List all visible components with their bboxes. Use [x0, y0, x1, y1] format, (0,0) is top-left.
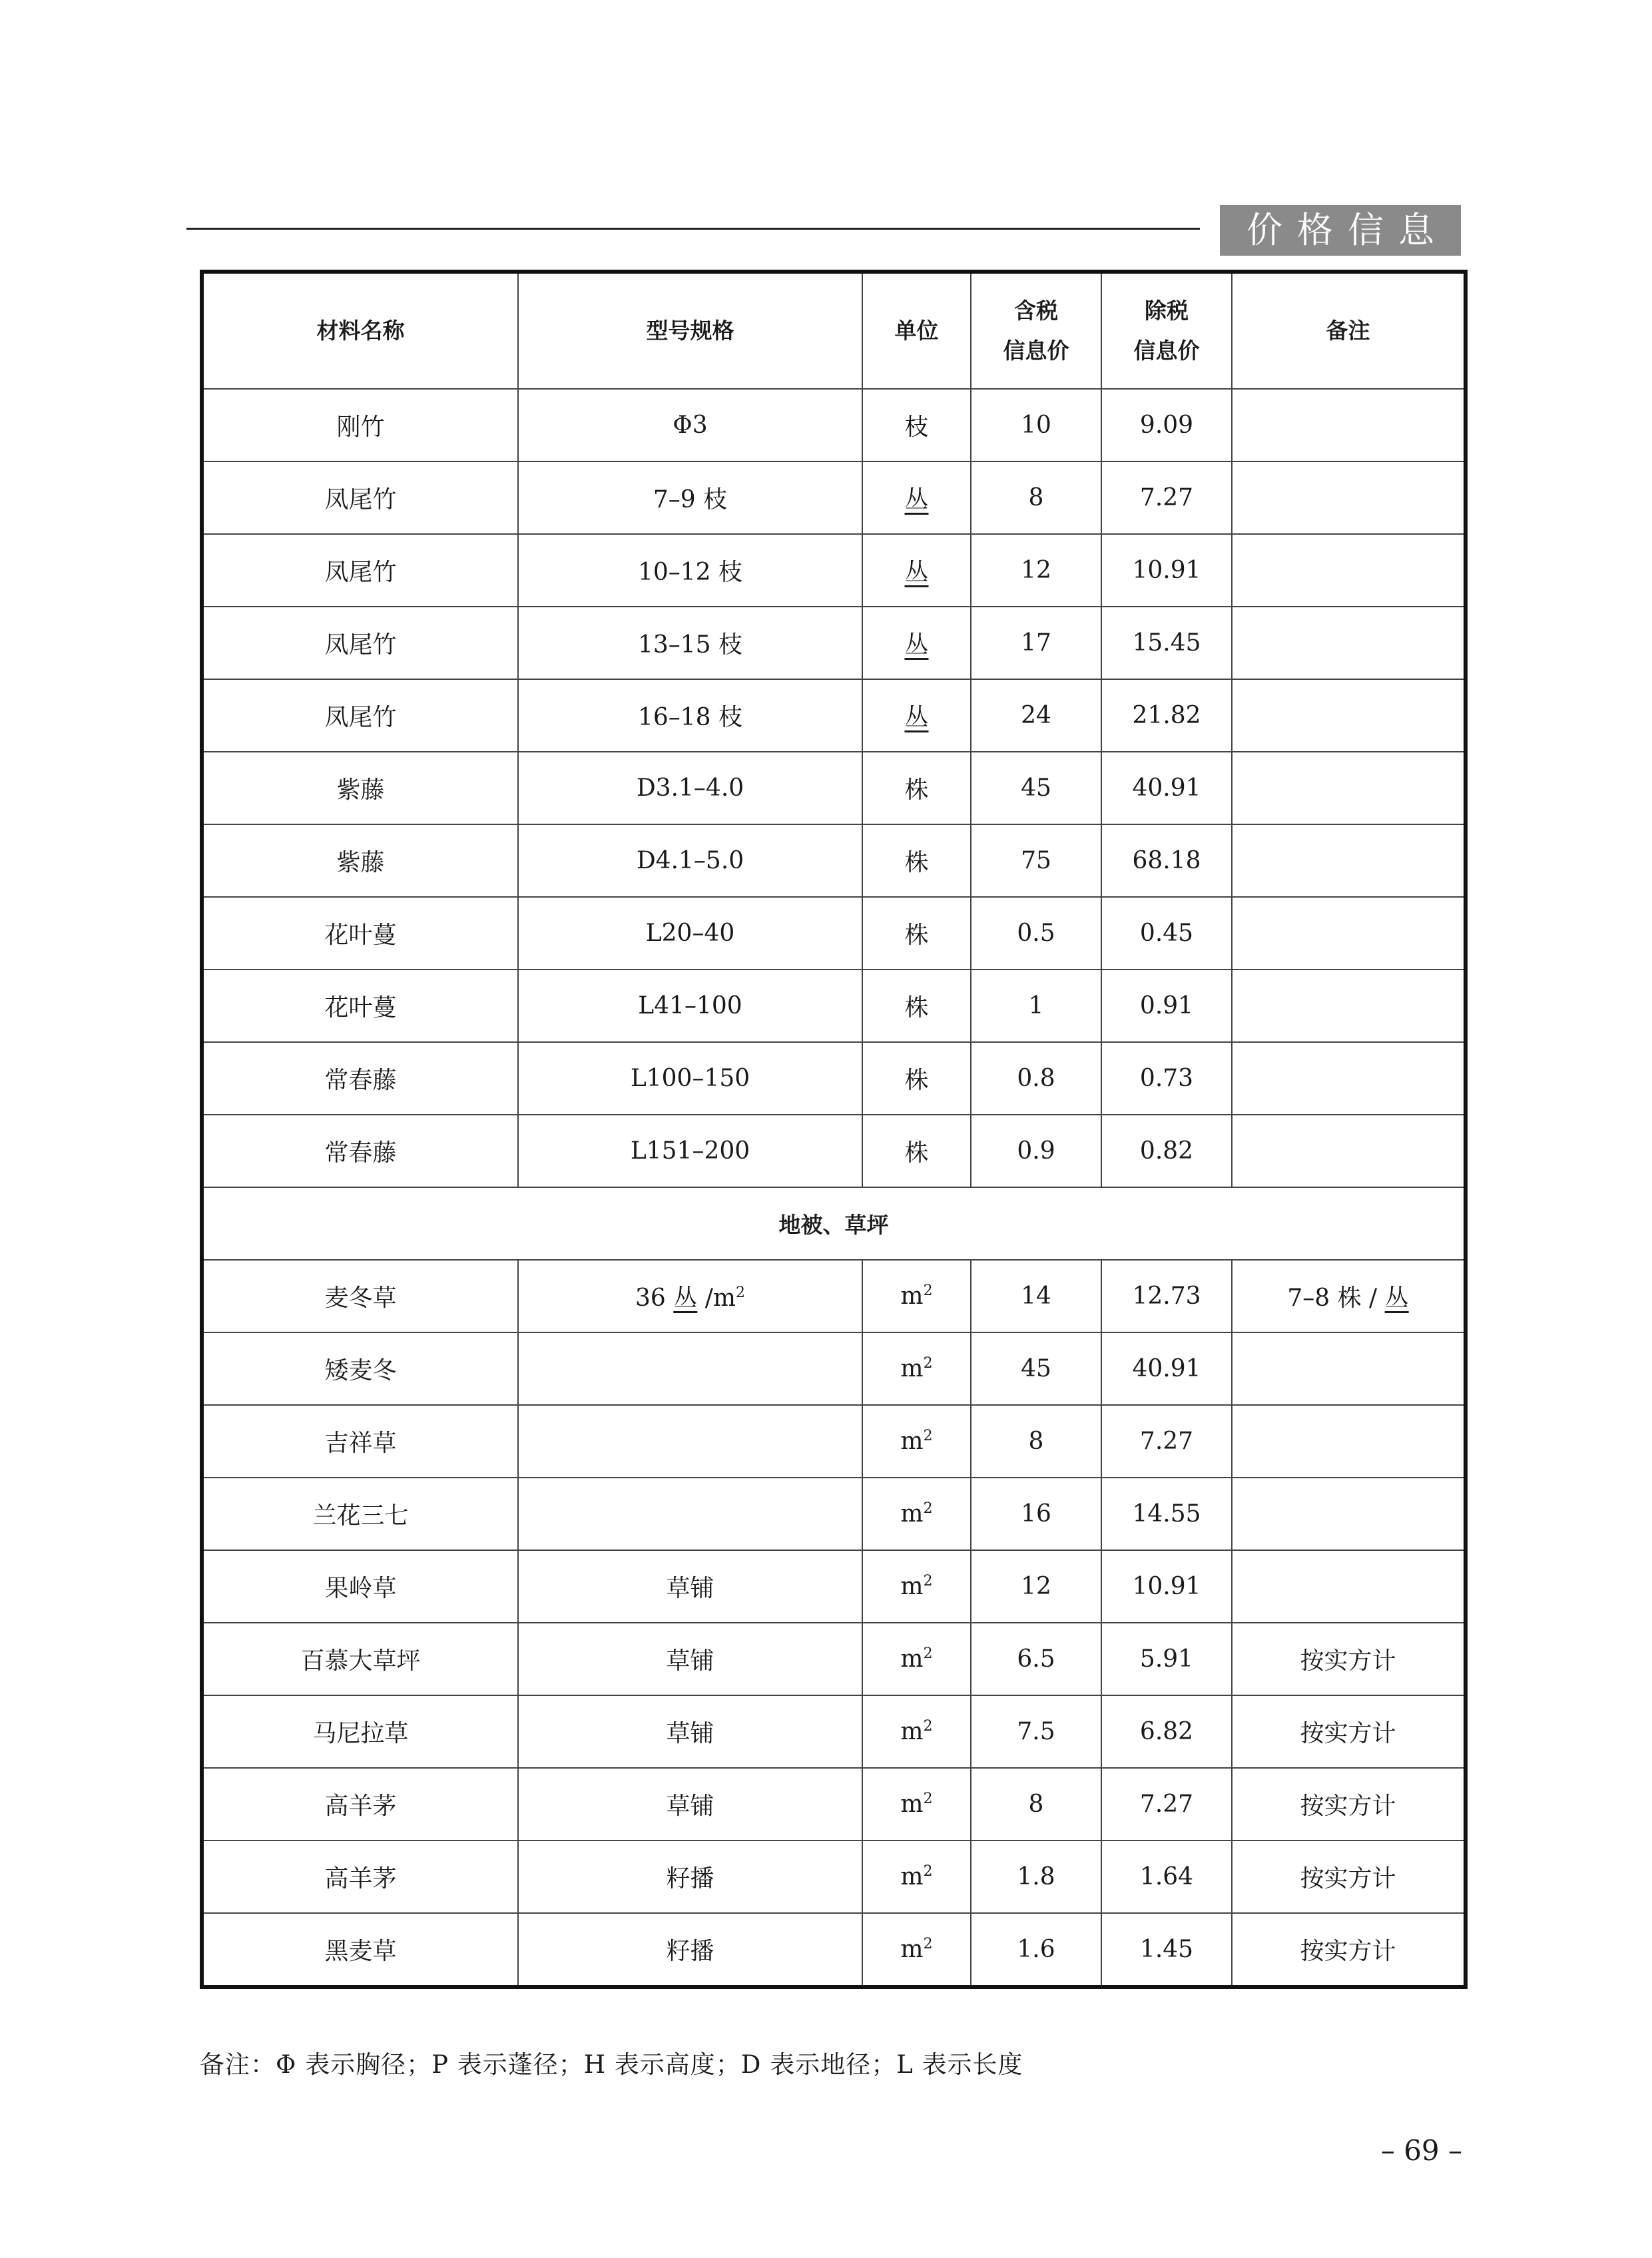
unit-cell: 株: [862, 824, 971, 897]
spec-cell: 草铺: [518, 1550, 862, 1623]
note-cell: [1232, 1478, 1466, 1550]
unit-cell: $m^2$: [862, 1478, 971, 1550]
note-cell: [1232, 1332, 1466, 1405]
note-cell: [1232, 970, 1466, 1042]
notax-price-cell: 15.45: [1101, 607, 1232, 679]
material-name-cell: 花叶蔓: [202, 970, 518, 1042]
note-cell: [1232, 897, 1466, 970]
note-cell: 7–8 株 / 丛: [1232, 1260, 1466, 1332]
material-name-cell: 兰花三七: [202, 1478, 518, 1550]
tax-price-cell: 0.5: [971, 897, 1101, 970]
spec-cell: 籽播: [518, 1840, 862, 1913]
col-tax-price-header: 含税 信息价: [971, 272, 1101, 389]
header-rule: [186, 228, 1200, 230]
material-name-cell: 紫藤: [202, 752, 518, 824]
notax-price-cell: 1.45: [1101, 1913, 1232, 1987]
spec-cell: 10–12 枝: [518, 534, 862, 607]
tax-price-cell: 0.8: [971, 1042, 1101, 1115]
material-name-cell: 高羊茅: [202, 1768, 518, 1840]
spec-cell: [518, 1405, 862, 1478]
footnote: 备注：Φ 表示胸径；P 表示蓬径；H 表示高度；D 表示地径；L 表示长度: [200, 2050, 1023, 2079]
notax-price-cell: 1.64: [1101, 1840, 1232, 1913]
table-row: [202, 1768, 1466, 1840]
unit-cell: 丛: [862, 461, 971, 534]
notax-price-cell: 7.27: [1101, 461, 1232, 534]
note-cell: 按实方计: [1232, 1695, 1466, 1768]
material-name-cell: 凤尾竹: [202, 607, 518, 679]
spec-cell: D4.1–5.0: [518, 824, 862, 897]
material-name-cell: 紫藤: [202, 824, 518, 897]
tax-price-cell: 10: [971, 389, 1101, 461]
material-name-cell: 花叶蔓: [202, 897, 518, 970]
tax-price-cell: 7.5: [971, 1695, 1101, 1768]
col-name-header: 材料名称: [202, 272, 518, 389]
material-name-cell: 百慕大草坪: [202, 1623, 518, 1695]
table-row: [202, 1042, 1466, 1115]
spec-cell: 草铺: [518, 1768, 862, 1840]
material-name-cell: 常春藤: [202, 1042, 518, 1115]
note-cell: 按实方计: [1232, 1840, 1466, 1913]
note-cell: [1232, 461, 1466, 534]
table-row: [202, 461, 1466, 534]
notax-price-cell: 0.45: [1101, 897, 1232, 970]
tax-price-cell: 75: [971, 824, 1101, 897]
table-row: [202, 897, 1466, 970]
tax-price-cell: 45: [971, 752, 1101, 824]
spec-cell: [518, 1332, 862, 1405]
spec-cell: L100–150: [518, 1042, 862, 1115]
spec-cell: 草铺: [518, 1623, 862, 1695]
unit-cell: 株: [862, 897, 971, 970]
material-name-cell: 刚竹: [202, 389, 518, 461]
material-name-cell: 矮麦冬: [202, 1332, 518, 1405]
notax-price-cell: 12.73: [1101, 1260, 1232, 1332]
tax-price-cell: 17: [971, 607, 1101, 679]
note-cell: [1232, 534, 1466, 607]
table-row: [202, 752, 1466, 824]
note-cell: [1232, 607, 1466, 679]
tax-price-cell: 1: [971, 970, 1101, 1042]
notax-price-cell: 0.82: [1101, 1115, 1232, 1187]
unit-cell: 株: [862, 1115, 971, 1187]
material-name-cell: 黑麦草: [202, 1913, 518, 1987]
notax-price-cell: 9.09: [1101, 389, 1232, 461]
note-cell: [1232, 389, 1466, 461]
unit-cell: $m^2$: [862, 1332, 971, 1405]
notax-price-cell: 6.82: [1101, 1695, 1232, 1768]
tax-price-cell: 16: [971, 1478, 1101, 1550]
unit-cell: 丛: [862, 534, 971, 607]
table-row: [202, 607, 1466, 679]
price-table: [200, 270, 1468, 1989]
unit-cell: $m^2$: [862, 1623, 971, 1695]
tax-price-cell: 1.6: [971, 1913, 1101, 1987]
tax-price-cell: 12: [971, 1550, 1101, 1623]
unit-cell: $m^2$: [862, 1840, 971, 1913]
spec-cell: Φ3: [518, 389, 862, 461]
spec-cell: [518, 1478, 862, 1550]
spec-cell: 草铺: [518, 1695, 862, 1768]
col-spec-header: 型号规格: [518, 272, 862, 389]
material-name-cell: 马尼拉草: [202, 1695, 518, 1768]
spec-cell: 7–9 枝: [518, 461, 862, 534]
unit-cell: 株: [862, 1042, 971, 1115]
tax-price-cell: 14: [971, 1260, 1101, 1332]
note-cell: 按实方计: [1232, 1913, 1466, 1987]
table-row: [202, 970, 1466, 1042]
tax-price-cell: 8: [971, 1768, 1101, 1840]
notax-price-cell: 0.73: [1101, 1042, 1232, 1115]
table-row: [202, 534, 1466, 607]
section-header-title: 价格信息: [1220, 205, 1461, 256]
unit-cell: 株: [862, 970, 971, 1042]
material-name-cell: 果岭草: [202, 1550, 518, 1623]
table-row: [202, 389, 1466, 461]
table-row: [202, 1332, 1466, 1405]
material-name-cell: 麦冬草: [202, 1260, 518, 1332]
notax-price-cell: 40.91: [1101, 752, 1232, 824]
spec-cell: L20–40: [518, 897, 862, 970]
section-title: 地被、草坪: [202, 1187, 1466, 1260]
unit-cell: $m^2$: [862, 1260, 971, 1332]
material-name-cell: 凤尾竹: [202, 534, 518, 607]
note-cell: [1232, 824, 1466, 897]
table-body: [202, 389, 1466, 1987]
notax-price-cell: 21.82: [1101, 679, 1232, 752]
spec-cell: 16–18 枝: [518, 679, 862, 752]
note-cell: [1232, 1405, 1466, 1478]
table-row: [202, 1550, 1466, 1623]
unit-cell: 株: [862, 752, 971, 824]
material-name-cell: 凤尾竹: [202, 679, 518, 752]
note-cell: [1232, 679, 1466, 752]
spec-cell: 13–15 枝: [518, 607, 862, 679]
tax-price-cell: 12: [971, 534, 1101, 607]
notax-price-cell: 5.91: [1101, 1623, 1232, 1695]
unit-cell: $m^2$: [862, 1550, 971, 1623]
col-note-header: 备注: [1232, 272, 1466, 389]
notax-price-cell: 68.18: [1101, 824, 1232, 897]
spec-cell: 36 丛 $/m^2$: [518, 1260, 862, 1332]
notax-price-cell: 10.91: [1101, 534, 1232, 607]
table-row: [202, 1695, 1466, 1768]
unit-cell: 枝: [862, 389, 971, 461]
table-row: [202, 824, 1466, 897]
tax-price-cell: 0.9: [971, 1115, 1101, 1187]
unit-cell: $m^2$: [862, 1695, 971, 1768]
tax-price-cell: 6.5: [971, 1623, 1101, 1695]
spec-cell: 籽播: [518, 1913, 862, 1987]
notax-price-cell: 40.91: [1101, 1332, 1232, 1405]
note-cell: [1232, 1550, 1466, 1623]
notax-price-cell: 10.91: [1101, 1550, 1232, 1623]
col-unit-header: 单位: [862, 272, 971, 389]
table-header-row: [202, 272, 1466, 389]
table-row: [202, 1405, 1466, 1478]
spec-cell: L41–100: [518, 970, 862, 1042]
note-cell: [1232, 1115, 1466, 1187]
tax-price-cell: 1.8: [971, 1840, 1101, 1913]
material-name-cell: 凤尾竹: [202, 461, 518, 534]
notax-price-cell: 7.27: [1101, 1768, 1232, 1840]
notax-price-cell: 0.91: [1101, 970, 1232, 1042]
table-row: [202, 1115, 1466, 1187]
spec-cell: D3.1–4.0: [518, 752, 862, 824]
table-row: [202, 1623, 1466, 1695]
notax-price-cell: 7.27: [1101, 1405, 1232, 1478]
material-name-cell: 高羊茅: [202, 1840, 518, 1913]
table-row: [202, 1913, 1466, 1987]
note-cell: [1232, 752, 1466, 824]
table-row: [202, 1840, 1466, 1913]
unit-cell: 丛: [862, 679, 971, 752]
note-cell: [1232, 1042, 1466, 1115]
unit-cell: 丛: [862, 607, 971, 679]
notax-price-cell: 14.55: [1101, 1478, 1232, 1550]
col-notax-price-header: 除税 信息价: [1101, 272, 1232, 389]
tax-price-cell: 24: [971, 679, 1101, 752]
material-name-cell: 吉祥草: [202, 1405, 518, 1478]
unit-cell: $m^2$: [862, 1913, 971, 1987]
tax-price-cell: 45: [971, 1332, 1101, 1405]
material-name-cell: 常春藤: [202, 1115, 518, 1187]
unit-cell: $m^2$: [862, 1405, 971, 1478]
table-row: [202, 1260, 1466, 1332]
unit-cell: $m^2$: [862, 1768, 971, 1840]
page-number: – 69 –: [1380, 2134, 1462, 2167]
note-cell: 按实方计: [1232, 1623, 1466, 1695]
table-row: [202, 1478, 1466, 1550]
table-row: [202, 679, 1466, 752]
spec-cell: L151–200: [518, 1115, 862, 1187]
section-row: [202, 1187, 1466, 1260]
tax-price-cell: 8: [971, 461, 1101, 534]
note-cell: 按实方计: [1232, 1768, 1466, 1840]
tax-price-cell: 8: [971, 1405, 1101, 1478]
